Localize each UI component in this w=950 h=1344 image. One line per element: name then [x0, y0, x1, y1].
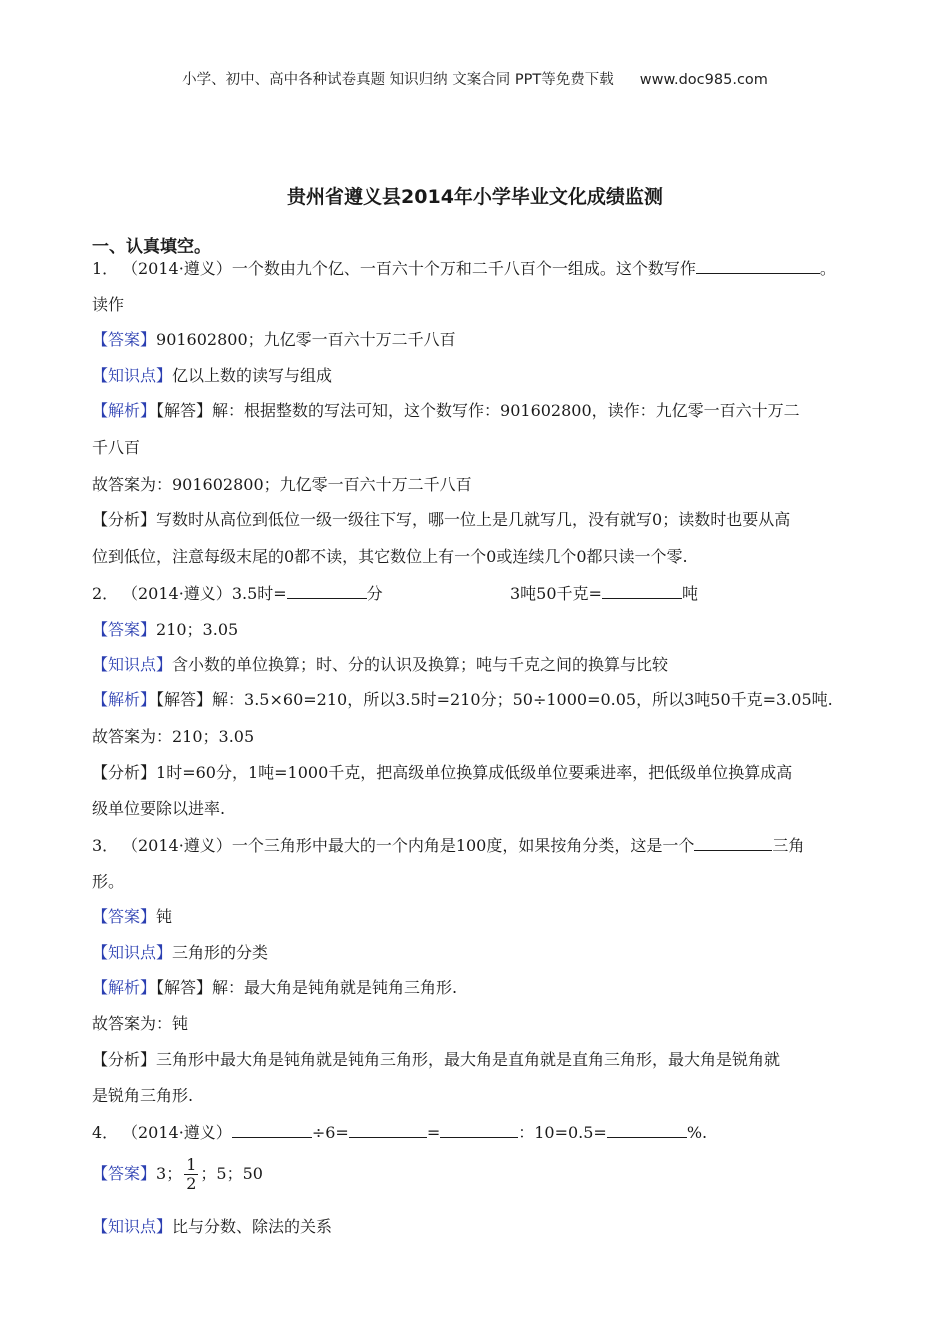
answer-tag: 【答案】 [92, 620, 157, 639]
q2-stem [92, 583, 383, 605]
q1-stem2: 读作 [92, 295, 125, 314]
analysis-tag: 【解析】 [92, 978, 157, 997]
q4-knowledge-text: 比与分数、除法的关系 [172, 1217, 333, 1236]
q4-knowledge [92, 1216, 332, 1238]
q2-fenxi-2: 级单位要除以进率. [92, 799, 226, 818]
q3-answer [92, 906, 172, 928]
q4-stem [92, 1122, 707, 1144]
q3-fenxi [92, 1049, 780, 1071]
q4-op2: = [426, 1123, 441, 1142]
q3-fenxi-text-1: 三角形中最大角是钝角就是钝角三角形，最大角是直角就是直角三角形，最大角是锐角就 [156, 1050, 781, 1069]
q4-source: （2014·遵义） [122, 1123, 232, 1142]
q1-knowledge-text: 亿以上数的读写与组成 [172, 366, 333, 385]
q2-part-a: 3.5时= [231, 584, 287, 603]
q2-blank-b[interactable] [602, 583, 682, 599]
knowledge-tag: 【知识点】 [92, 655, 173, 674]
q3-stem [92, 835, 804, 857]
q2-fenxi-text-1: 1时=60分，1吨=1000千克，把高级单位换算成低级单位要乘进率，把低级单位换算成高 [156, 763, 793, 782]
q3-knowledge-text: 三角形的分类 [172, 943, 269, 962]
q4-answer [92, 1156, 263, 1193]
q2-number: 2． [92, 584, 119, 603]
q4-answer-post: ；5；50 [200, 1164, 263, 1183]
q3-answer-text: 钝 [156, 907, 173, 926]
q3-number: 3． [92, 836, 119, 855]
knowledge-tag: 【知识点】 [92, 1217, 173, 1236]
q2-answer-text: 210；3.05 [156, 620, 239, 639]
q4-blank-4[interactable] [607, 1122, 687, 1138]
q2-blank-a[interactable] [287, 583, 367, 599]
q2-knowledge-text: 含小数的单位换算；时、分的认识及换算；吨与千克之间的换算与比较 [172, 655, 669, 674]
knowledge-tag: 【知识点】 [92, 943, 173, 962]
q2-solution [92, 689, 833, 711]
q2-unit-a: 分 [366, 584, 383, 603]
q2-solution-text-1: 解：3.5×60=210，所以3.5时=210分；50÷1000=0.05，所以3吨50千克=3.05吨. [212, 690, 833, 709]
fenxi-tag: 【分析】 [92, 763, 157, 782]
q3-stem2: 形。 [92, 872, 125, 891]
q2-fenxi [92, 762, 792, 784]
q4-answer-pre: 3； [156, 1164, 183, 1183]
q2-knowledge [92, 654, 668, 676]
fraction-denominator: 2 [186, 1174, 197, 1193]
q3-solution [92, 977, 457, 999]
q1-stem-text: 一个数由九个亿、一百六十个万和二千八百个一组成。这个数写作 [231, 259, 696, 278]
q4-blank-3[interactable] [440, 1122, 518, 1138]
q4-number: 4． [92, 1123, 119, 1142]
header-url[interactable]: www.doc985.com [639, 72, 768, 88]
q1-number: 1． [92, 259, 119, 278]
q4-op1: ÷6= [311, 1123, 349, 1142]
q3-stem-end: 三角 [772, 836, 805, 855]
q1-fenxi-2: 位到低位，注意每级末尾的0都不读，其它数位上有一个0或连续几个0都只读一个零. [92, 547, 688, 566]
q3-blank[interactable] [694, 835, 772, 851]
knowledge-tag: 【知识点】 [92, 366, 173, 385]
q1-solution-text-1: 解：根据整数的写法可知，这个数写作：901602800，读作：九亿零一百六十万二 [212, 401, 800, 420]
q4-op4: %. [686, 1123, 708, 1142]
q1-source: （2014·遵义） [122, 259, 232, 278]
q3-knowledge [92, 942, 268, 964]
header-text: 小学、初中、高中各种试卷真题 知识归纳 文案合同 PPT等免费下载 [182, 72, 614, 88]
q3-conclusion: 故答案为：钝 [92, 1014, 189, 1033]
q1-solution-2: 千八百 [92, 438, 141, 457]
q2-part-b [510, 583, 698, 605]
q3-source: （2014·遵义） [122, 836, 232, 855]
q1-answer [92, 329, 456, 351]
q1-stem [92, 258, 836, 280]
q2-source: （2014·遵义） [122, 584, 232, 603]
q3-fenxi-2: 是锐角三角形. [92, 1086, 194, 1105]
q4-op3: ：10=0.5= [518, 1123, 607, 1142]
q1-fenxi [92, 509, 790, 531]
q1-conclusion: 故答案为：901602800；九亿零一百六十万二千八百 [92, 475, 472, 494]
q2-unit-b: 吨 [681, 584, 698, 603]
section-title: 一、认真填空。 [92, 237, 211, 257]
fenxi-tag: 【分析】 [92, 510, 157, 529]
answer-tag: 【答案】 [92, 330, 157, 349]
q4-answer-fraction [184, 1156, 198, 1193]
q1-fenxi-text-1: 写数时从高位到低位一级一级往下写，哪一位上是几就写几，没有就写0；读数时也要从高 [156, 510, 791, 529]
answer-tag: 【答案】 [92, 1164, 157, 1183]
q2-conclusion: 故答案为：210；3.05 [92, 727, 255, 746]
fraction-numerator: 1 [186, 1155, 197, 1174]
fenxi-tag: 【分析】 [92, 1050, 157, 1069]
analysis-tag: 【解析】 [92, 690, 157, 709]
q1-knowledge [92, 365, 332, 387]
q4-blank-1[interactable] [232, 1122, 312, 1138]
q1-answer-text: 901602800；九亿零一百六十万二千八百 [156, 330, 456, 349]
solution-tag: 【解答】 [156, 978, 213, 997]
q3-stem-text: 一个三角形中最大的一个内角是100度，如果按角分类，这是一个 [231, 836, 695, 855]
q4-blank-2[interactable] [349, 1122, 427, 1138]
q1-blank[interactable] [696, 258, 820, 274]
q1-solution [92, 400, 800, 422]
analysis-tag: 【解析】 [92, 401, 157, 420]
q3-solution-text-1: 解：最大角是钝角就是钝角三角形. [212, 978, 458, 997]
answer-tag: 【答案】 [92, 907, 157, 926]
page-title: 贵州省遵义县2014年小学毕业文化成绩监测 [287, 186, 663, 208]
solution-tag: 【解答】 [156, 401, 213, 420]
solution-tag: 【解答】 [156, 690, 213, 709]
q1-stem-end: 。 [819, 259, 836, 278]
q2-answer [92, 619, 238, 641]
page-header [0, 68, 950, 89]
q2-part-b-text: 3吨50千克= [510, 584, 602, 603]
